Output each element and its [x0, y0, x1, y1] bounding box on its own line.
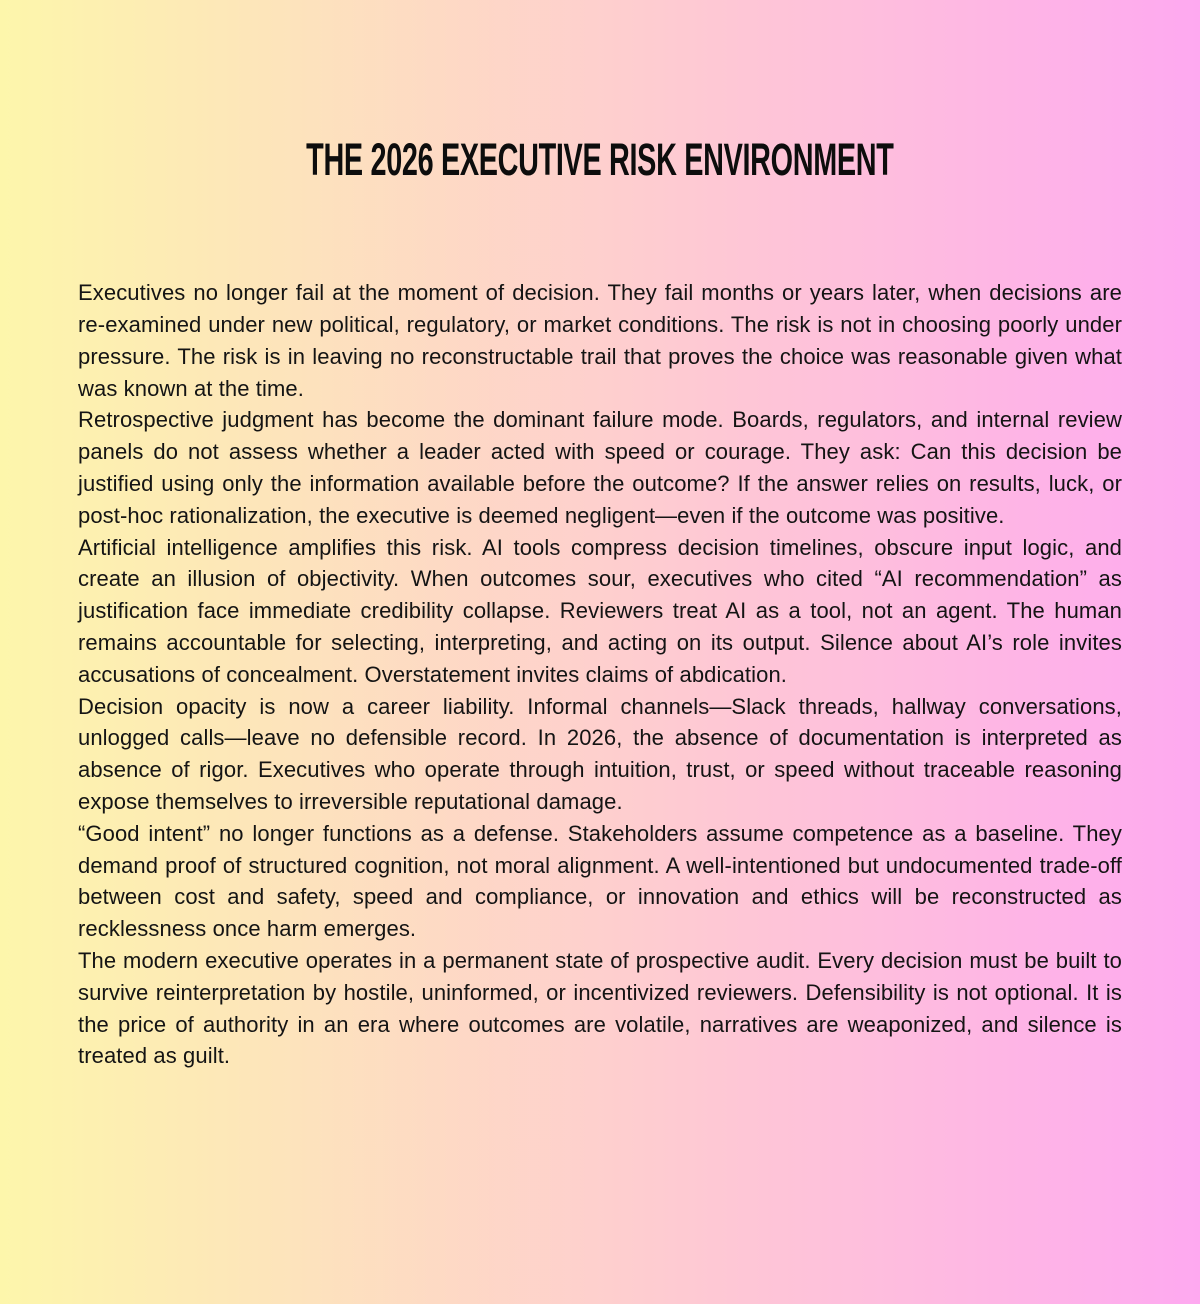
- document-body: [0, 277, 1200, 1072]
- document-page: [0, 104, 1200, 1304]
- body-paragraph: “Good intent” no longer functions as a defense. Stakeholders assume competence as a baseline. They demand proof of structured cognition, not moral alignment. A well-intentioned but undocumented trade-off between cost and safety, speed and compliance, or innovation and ethics will be reconstructed as recklessness once harm emerges.: [78, 820, 1122, 942]
- body-paragraph: Executives no longer fail at the moment of decision. They fail months or years later, when decisions are re-examined under new political, regulatory, or market conditions. The risk is not in choosing poorly under pressure. The risk is in leaving no reconstructable trail that proves the choice was reasonable given what was known at the time.: [78, 280, 1122, 401]
- body-paragraph: Retrospective judgment has become the dominant failure mode. Boards, regulators, and internal review panels do not assess whether a leader acted with speed or courage. They ask: Can this decision be justified using only the information available before the outcome? If the answer relies on results, luck, or post-hoc rationalization, the executive is deemed negligent—even if the outcome was positive.: [78, 407, 1122, 528]
- page-title: THE 2026 EXECUTIVE RISK ENVIRONMENT: [306, 134, 894, 186]
- body-paragraph: The modern executive operates in a permanent state of prospective audit. Every decision must be built to survive reinterpretation by hostile, uninformed, or incentivized reviewers. Defensibility is not optional. It is the price of authority in an era where outcomes are volatile, narratives are weaponized, and silence is treated as guilt.: [78, 948, 1122, 1069]
- title-container: [0, 104, 1200, 216]
- body-paragraph: Artificial intelligence amplifies this risk. AI tools compress decision timelines, obscure input logic, and create an illusion of objectivity. When outcomes sour, executives who cited “AI recommendation” as justification face immediate credibility collapse. Reviewers treat AI as a tool, not an agent. The human remains accountable for selecting, interpreting, and acting on its output. Silence about AI’s role invites accusations of concealment. Overstatement invites claims of abdication.: [78, 534, 1122, 687]
- body-paragraph: Decision opacity is now a career liability. Informal channels—Slack threads, hallway conversations, unlogged calls—leave no defensible record. In 2026, the absence of documentation is interpreted as absence of rigor. Executives who operate through intuition, trust, or speed without traceable reasoning expose themselves to irreversible reputational damage.: [78, 693, 1122, 815]
